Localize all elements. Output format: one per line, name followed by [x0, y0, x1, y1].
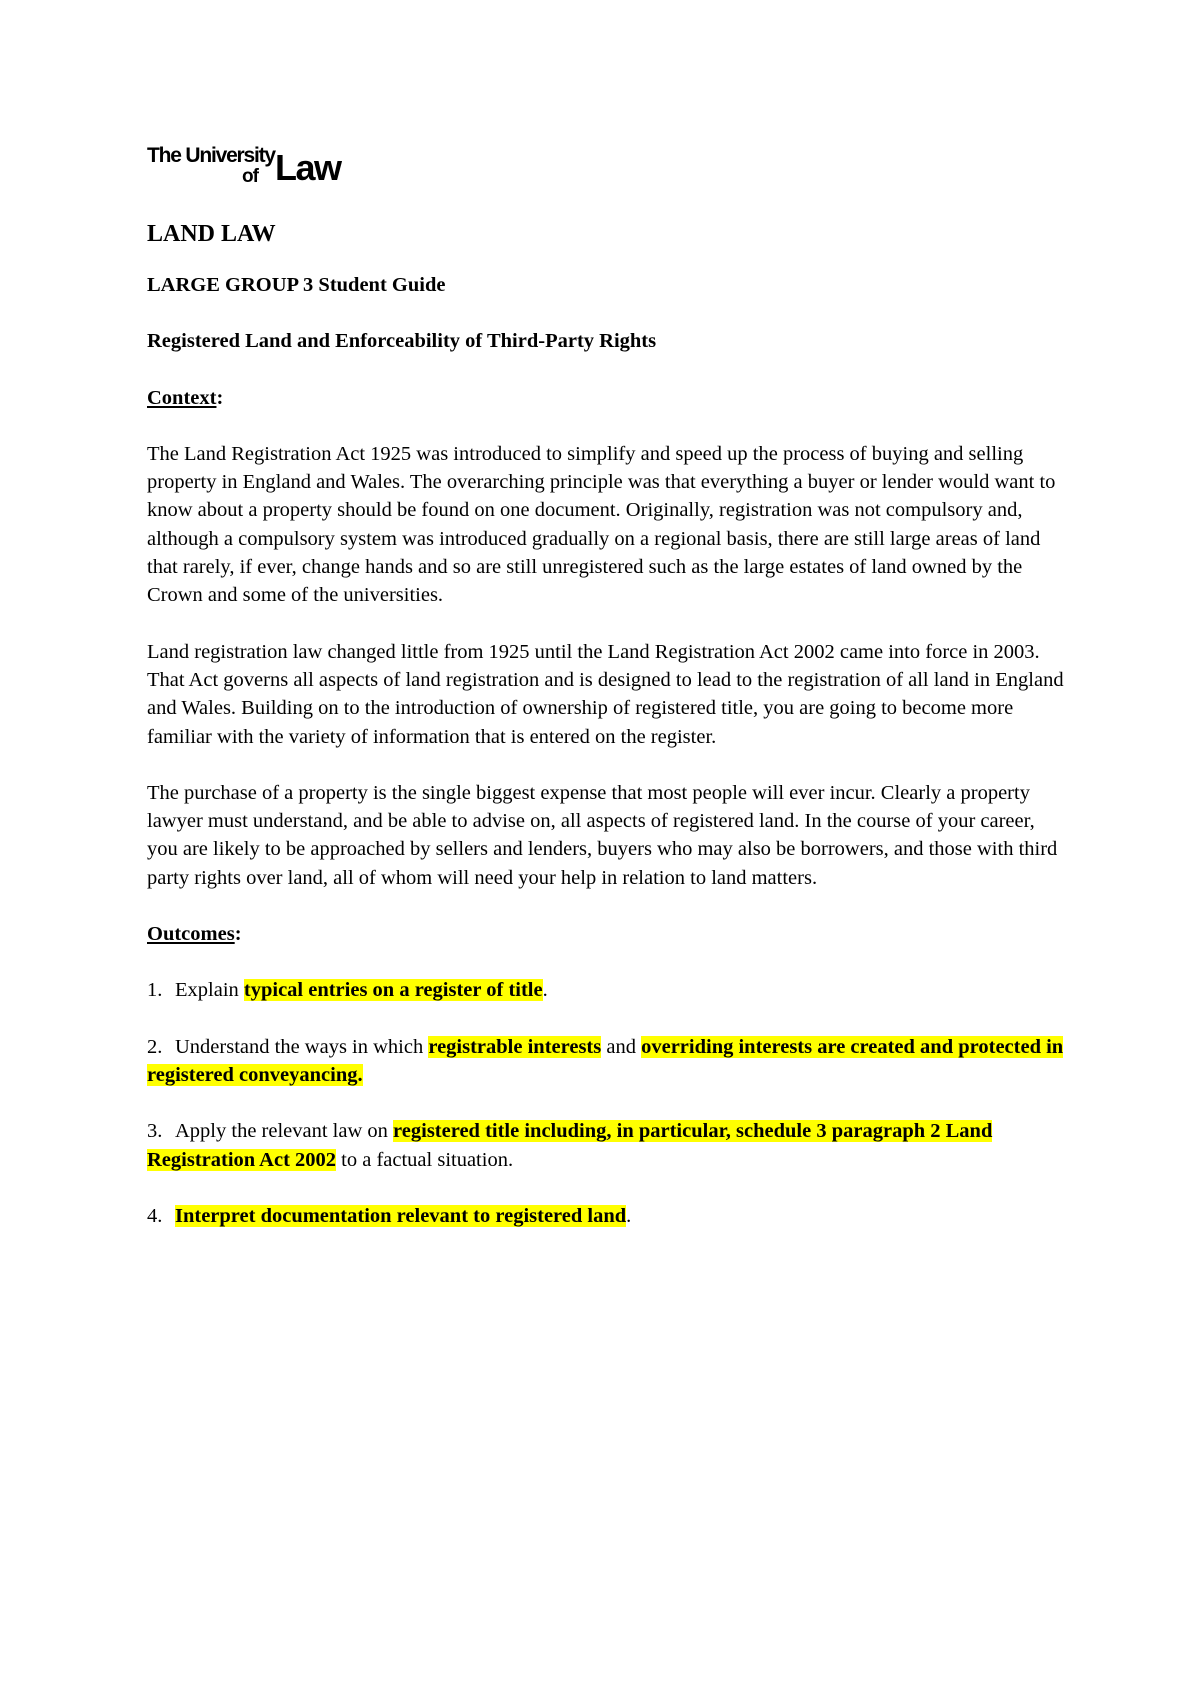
- outcome-highlight-1: typical entries on a register of title: [243, 979, 543, 1002]
- outcome-highlight-2: overriding interests are created and protected in registered conveyancing.: [147, 1035, 1064, 1086]
- context-heading-colon: :: [216, 386, 224, 409]
- context-paragraph-3: The purchase of a property is the single biggest expense that most people will ever incur. Clearly a property lawyer must understand, and be able to advise on, all aspects of registered land. In the course of your career, you are likely to be approached by sellers and lenders, buyers who may also be borrowers, and those with third party rights over land, all of whom will need your help in relation to land matters.: [147, 781, 1058, 889]
- outcome-highlight-1: Interpret documentation relevant to registered land: [175, 1204, 627, 1227]
- logo-line-3: Law: [275, 147, 341, 188]
- outcome-post-text: .: [542, 979, 548, 1002]
- outcome-item-2: [147, 1033, 1067, 1090]
- outcomes-heading: [147, 920, 1067, 948]
- context-heading: [147, 384, 1067, 412]
- outcomes-heading-text: Outcomes: [147, 923, 235, 946]
- outcome-number: 4.: [147, 1204, 163, 1227]
- logo-line-1: The University: [147, 144, 275, 167]
- context-paragraph-1: The Land Registration Act 1925 was introduced to simplify and speed up the process of buying and selling property in England and Wales. The overarching principle was that everything a buyer or lender would want to know about a property should be found on one document. Originally, registration was not compulsory and, although a compulsory system was introduced gradually on a regional basis, there are still large areas of land that rarely, if ever, change hands and so are still unregistered such as the large estates of land owned by the Crown and some of the universities.: [147, 442, 1056, 607]
- outcome-mid-text: and: [601, 1035, 642, 1058]
- outcome-post-text: to a factual situation.: [336, 1148, 514, 1171]
- outcome-pre-text: Apply the relevant law on: [175, 1120, 394, 1143]
- document-topic: Registered Land and Enforceability of Third-Party Rights: [147, 330, 657, 353]
- university-of-law-logo: [147, 140, 357, 190]
- outcome-item-4: [147, 1202, 1067, 1230]
- outcome-number: 2.: [147, 1035, 163, 1058]
- outcome-number: 1.: [147, 979, 163, 1002]
- outcome-highlight-1: registrable interests: [428, 1035, 602, 1058]
- outcome-pre-text: Understand the ways in which: [175, 1035, 429, 1058]
- outcomes-heading-colon: :: [234, 923, 242, 946]
- outcome-number: 3.: [147, 1120, 163, 1143]
- context-paragraph-2: Land registration law changed little from 1925 until the Land Registration Act 2002 came into force in 2003. That Act governs all aspects of land registration and is designed to lead to the registration of all land in England and Wales. Building on to the introduction of ownership of registered title, you are going to become more familiar with the variety of information that is entered on the register.: [147, 640, 1064, 748]
- document-title: LAND LAW: [147, 221, 276, 247]
- outcome-post-text: .: [626, 1204, 632, 1227]
- context-heading-text: Context: [147, 386, 217, 409]
- outcome-highlight-1: registered title including, in particular, schedule 3 paragraph 2 Land Registration Act 2002: [147, 1120, 993, 1171]
- outcome-item-1: [147, 976, 1067, 1004]
- outcome-pre-text: Explain: [175, 979, 244, 1002]
- outcome-item-3: [147, 1117, 1067, 1174]
- document-body: [147, 216, 1067, 1230]
- logo-line-2: of: [242, 166, 258, 187]
- document-subtitle: LARGE GROUP 3 Student Guide: [147, 274, 446, 296]
